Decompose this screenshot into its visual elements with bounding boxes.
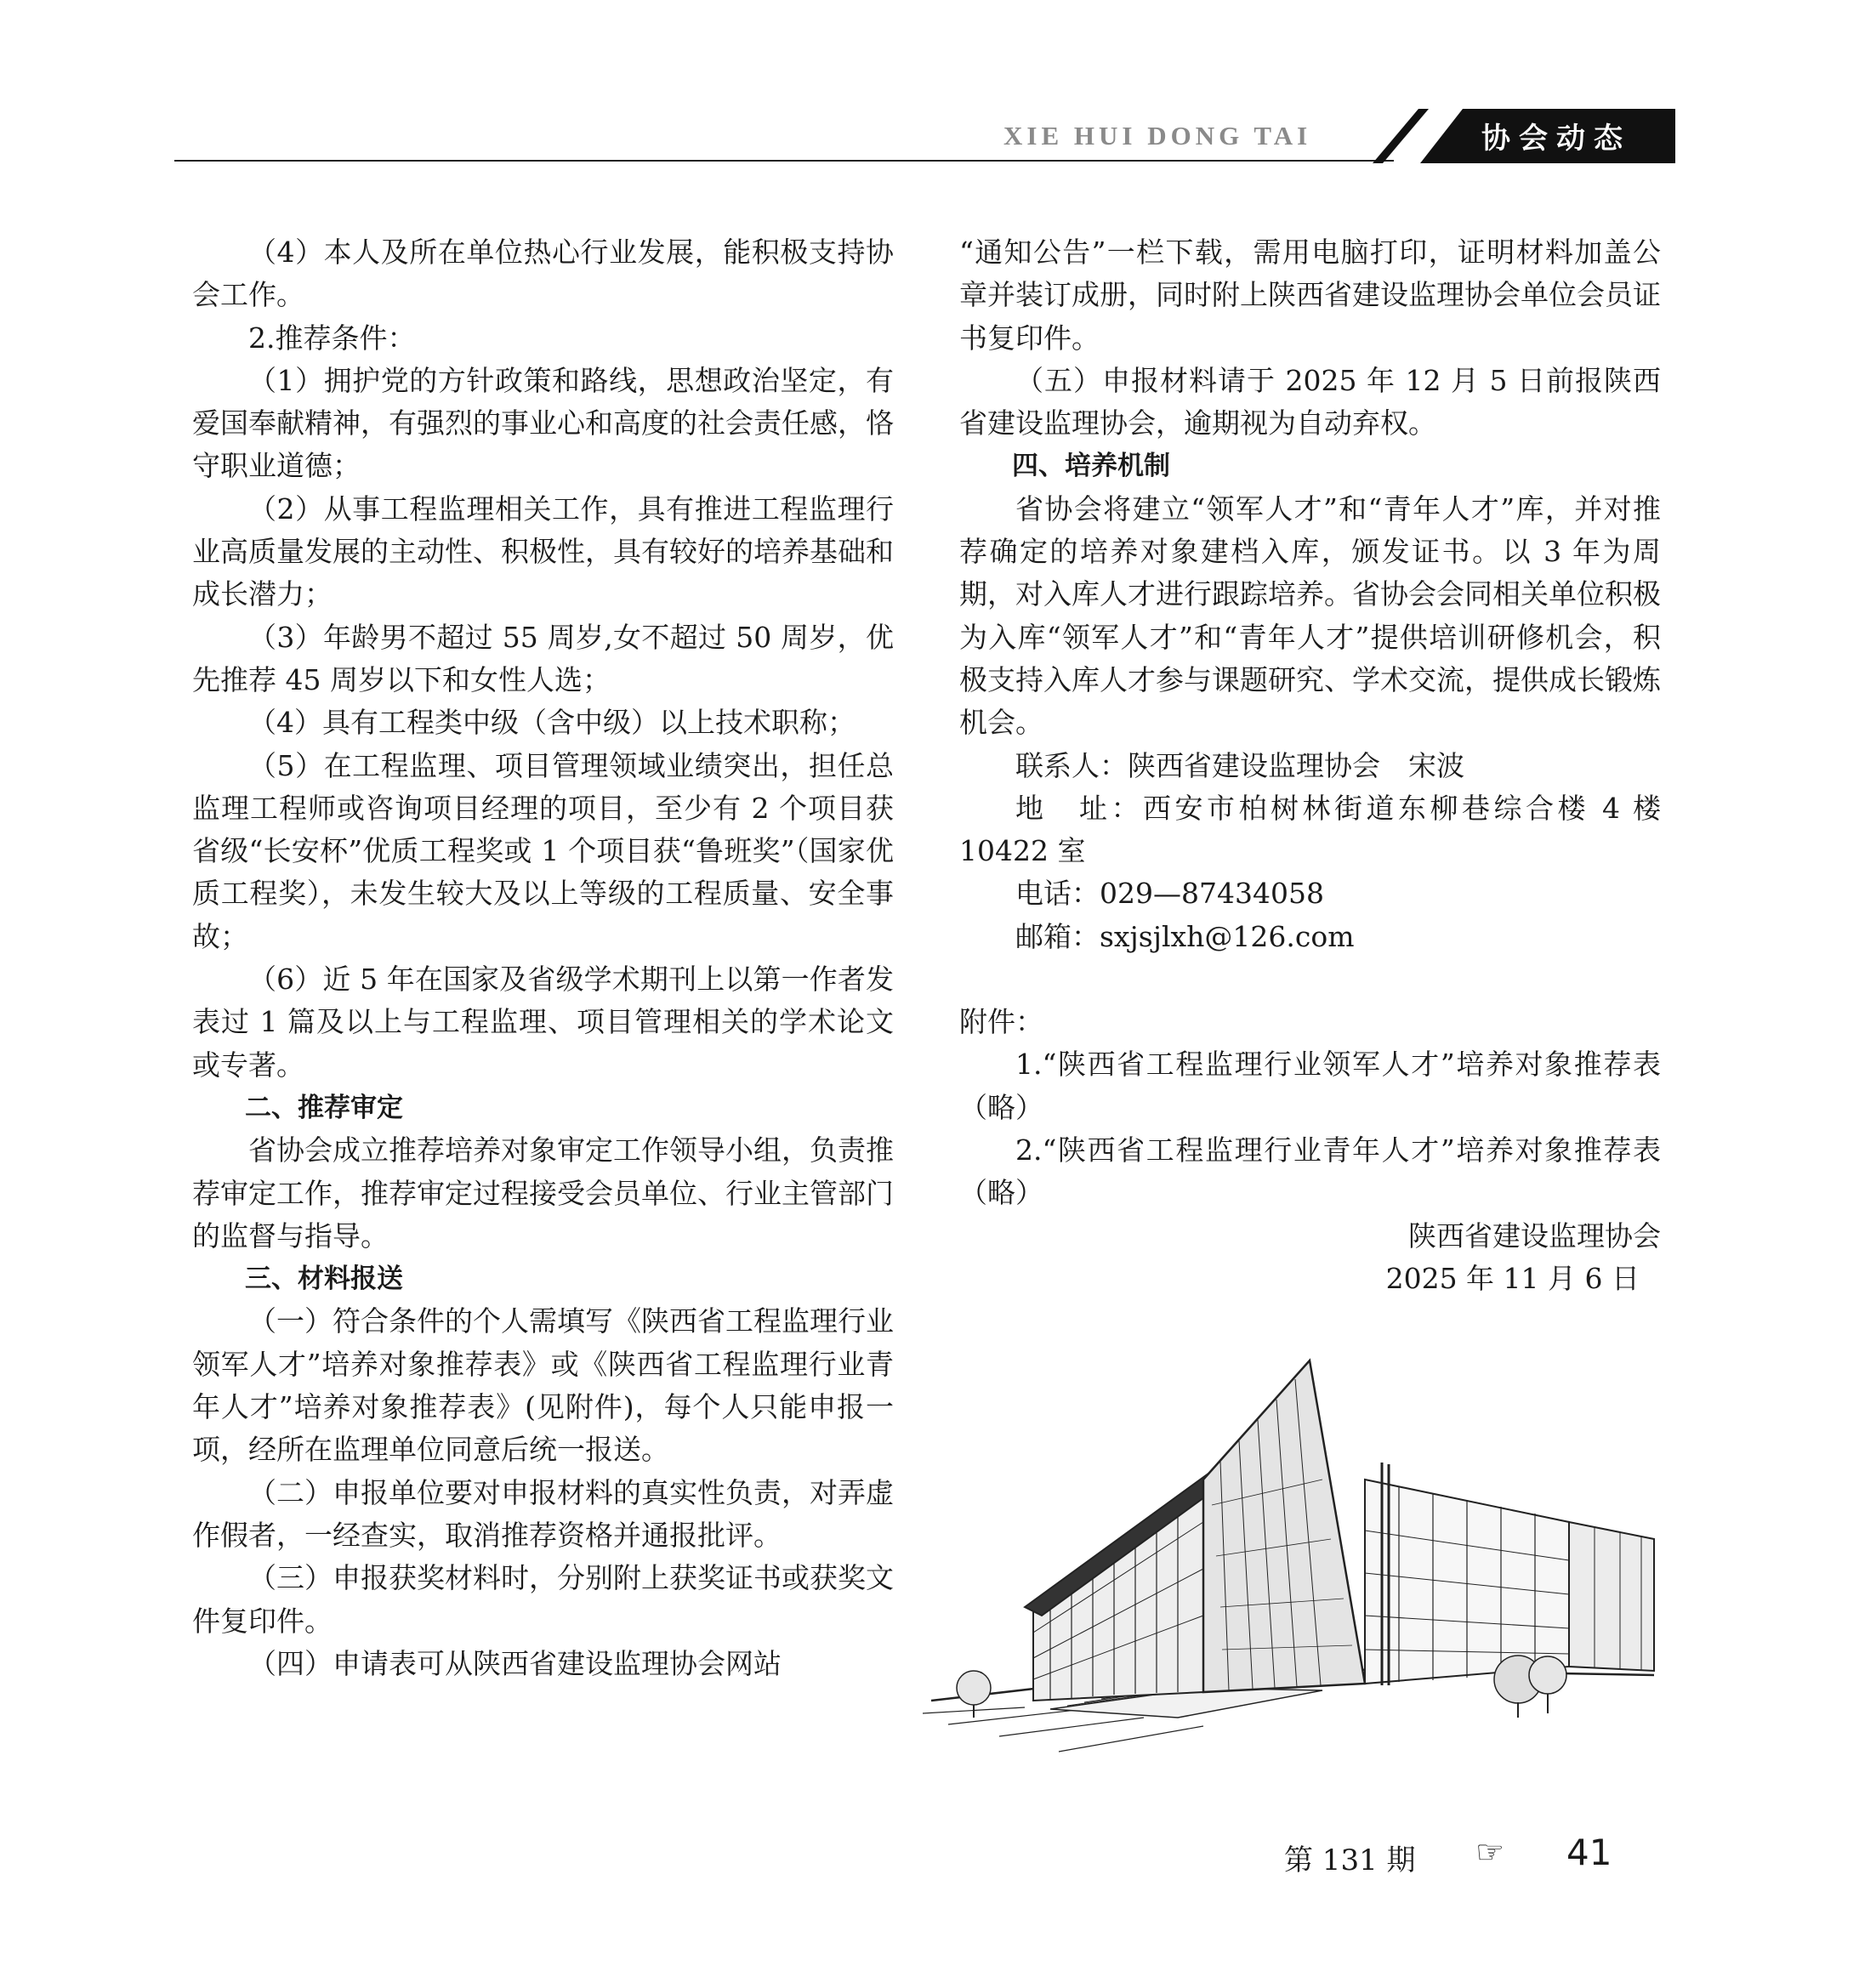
paragraph: （一）符合条件的个人需填写《陕西省工程监理行业领军人才”培养对象推荐表》或《陕西省工程监理行业青年人才”培养对象推荐表》(见附件)，每个人只能申报一项，经所在监理单位同意后统一报送。 xyxy=(192,1304,894,1467)
contact-person: 联系人：陕西省建设监理协会 宋波 xyxy=(1015,748,1464,782)
paragraph: （4）具有工程类中级（含中级）以上技术职称； xyxy=(248,706,856,740)
paragraph: （4）本人及所在单位热心行业发展，能积极支持协会工作。 xyxy=(192,236,894,312)
paragraph: （6）近 5 年在国家及省级学术期刊上以第一作者发表过 1 篇及以上与工程监理、项目管理相关的学术论文或专著。 xyxy=(192,963,894,1082)
signature-organization: 陕西省建设监理协会 xyxy=(1408,1218,1661,1252)
issue-number: 第 131 期 xyxy=(1284,1843,1416,1877)
right-column xyxy=(959,231,1661,1300)
paragraph: （四）申请表可从陕西省建设监理协会网站 xyxy=(248,1646,782,1680)
paragraph: （5）在工程监理、项目管理领域业绩突出，担任总监理工程师或咨询项目经理的项目，至少有 2 个项目获省级“长安杯”优质工程奖或 1 个项目获“鲁班奖”（国家优质工程奖），未发生较大及以上等级的工程质量、安全事故； xyxy=(192,748,894,953)
contact-email: 邮箱：sxjsjlxh@126.com xyxy=(1015,919,1355,953)
attachments-label: 附件： xyxy=(959,1005,1043,1039)
section-heading: 四、培养机制 xyxy=(1012,451,1170,482)
contact-address: 地 址：西安市柏树林街道东柳巷综合楼 4 楼 10422 室 xyxy=(959,791,1661,868)
building-sketch-illustration xyxy=(923,1352,1663,1794)
paragraph: （3）年龄男不超过 55 周岁,女不超过 50 周岁，优先推荐 45 周岁以下和女性人选； xyxy=(192,620,894,696)
attachment-item: 1.“陕西省工程监理行业领军人才”培养对象推荐表（略） xyxy=(959,1048,1661,1124)
page-footer xyxy=(1284,1832,1658,1883)
left-column xyxy=(192,231,894,1685)
section-title-chinese: 协会动态 xyxy=(1481,122,1631,156)
contact-phone: 电话：029—87434058 xyxy=(1015,877,1324,911)
paragraph: 2.推荐条件： xyxy=(248,321,416,355)
section-heading: 二、推荐审定 xyxy=(245,1092,403,1123)
paragraph: （1）拥护党的方针政策和路线，思想政治坚定，有爱国奉献精神，有强烈的事业心和高度的社会责任感，恪守职业道德； xyxy=(192,363,894,483)
section-title-english: XIE HUI DONG TAI xyxy=(1003,121,1312,151)
header-rule xyxy=(174,160,1394,162)
paragraph: （二）申报单位要对申报材料的真实性负责，对弄虚作假者，一经查实，取消推荐资格并通报批评。 xyxy=(192,1475,894,1552)
paragraph: （三）申报获奖材料时，分别附上获奖证书或获奖文件复印件。 xyxy=(192,1561,894,1638)
paragraph: （2）从事工程监理相关工作，具有推进工程监理行业高质量发展的主动性、积极性，具有较好的培养基础和成长潜力； xyxy=(192,491,894,611)
paragraph: 省协会将建立“领军人才”和“青年人才”库，并对推荐确定的培养对象建档入库，颁发证书。以 3 年为周期，对入库人才进行跟踪培养。省协会会同相关单位积极为入库“领军人才”和“青年人才”提供培训研修机会，积极支持入库人才参与课题研究、学术交流，提供成长锻炼机会。 xyxy=(959,491,1661,740)
section-heading: 三、材料报送 xyxy=(245,1264,403,1295)
paragraph: “通知公告”一栏下载，需用电脑打印，证明材料加盖公章并装订成册，同时附上陕西省建设监理协会单位会员证书复印件。 xyxy=(959,236,1661,355)
page-number: 41 xyxy=(1566,1832,1612,1873)
pointing-hand-icon: ☞ xyxy=(1475,1833,1505,1871)
attachment-item: 2.“陕西省工程监理行业青年人才”培养对象推荐表（略） xyxy=(959,1133,1661,1210)
paragraph: （五）申报材料请于 2025 年 12 月 5 日前报陕西省建设监理协会，逾期视为自动弃权。 xyxy=(959,363,1661,440)
paragraph: 省协会成立推荐培养对象审定工作领导小组，负责推荐审定工作，推荐审定过程接受会员单位、行业主管部门的监督与指导。 xyxy=(192,1133,894,1252)
signature-date: 2025 年 11 月 6 日 xyxy=(1385,1261,1640,1295)
